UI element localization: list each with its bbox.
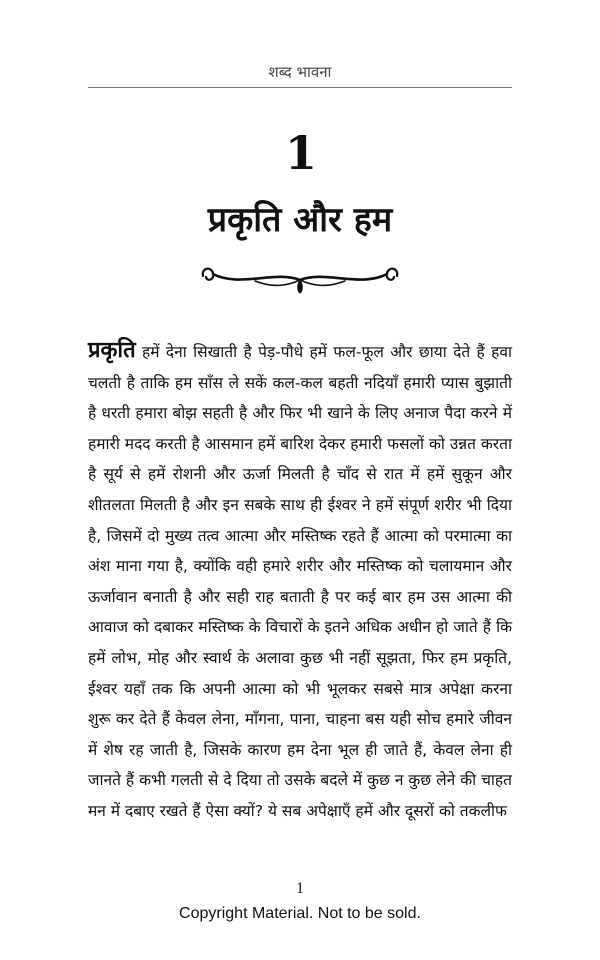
chapter-number: 1 bbox=[284, 126, 315, 180]
lead-word: प्रकृति bbox=[88, 338, 136, 363]
running-header: शब्द भावना bbox=[268, 63, 332, 81]
flourish-ornament-icon bbox=[195, 262, 405, 296]
copyright-notice: Copyright Material. Not to be sold. bbox=[179, 905, 421, 922]
chapter-title: प्रकृति और हम bbox=[207, 200, 393, 240]
chapter-body-paragraph bbox=[88, 336, 512, 827]
header-divider bbox=[88, 87, 512, 88]
page-number: 1 bbox=[296, 880, 304, 897]
body-text: हमें देना सिखाती है पेड़-पौधे हमें फल-फूल और छाया देते हैं हवा चलती है ताकि हम साँस ले सकें कल-कल बहती नदियाँ हमारी प्यास बुझाती है धरती हमारा बोझ सहती है और फिर भी खाने के लिए अनाज पैदा करने में हमारी मदद करती है आसमान हमें बारिश देकर हमारी फसलों को उन्नत करता है सूर्य से हमें रोशनी और ऊर्जा मिलती है चाँद से रात में हमें सुकून और शीतलता मिलती है और इन सबके साथ ही ईश्वर ने हमें संपूर्ण शरीर भी दिया है, जिसमें दो मुख्य तत्व आत्मा और मस्तिष्क रहते हैं आत्मा को परमात्मा का अंश माना गया है, क्योंकि वही हमारे शरीर और मस्तिष्क को चलायमान और ऊर्जावान बनाती है और सही राह बताती है पर कई बार हम उस आत्मा की आवाज को दबाकर मस्तिष्क के विचारों के इतने अधिक अधीन हो जाते हैं कि हमें लोभ, मोह और स्वार्थ के अलावा कुछ भी नहीं सूझता, फिर हम प्रकृति, ईश्वर यहाँ तक कि अपनी आत्मा को भी भूलकर सबसे मात्र अपेक्षा करना शुरू कर देते हैं केवल लेना, माँगना, पाना, चाहना बस यही सोच हमारे जीवन में शेष रह जाती है, जिसके कारण हम देना भूल ही जाते हैं, केवल लेना ही जानते हैं कभी गलती से दे दिया तो उसके बदले में कुछ न कुछ लेने की चाहत मन में दबाए रखते हैं ऐसा क्यों? ये सब अपेक्षाएँ हमें और दूसरों को तकलीफ bbox=[88, 343, 512, 820]
